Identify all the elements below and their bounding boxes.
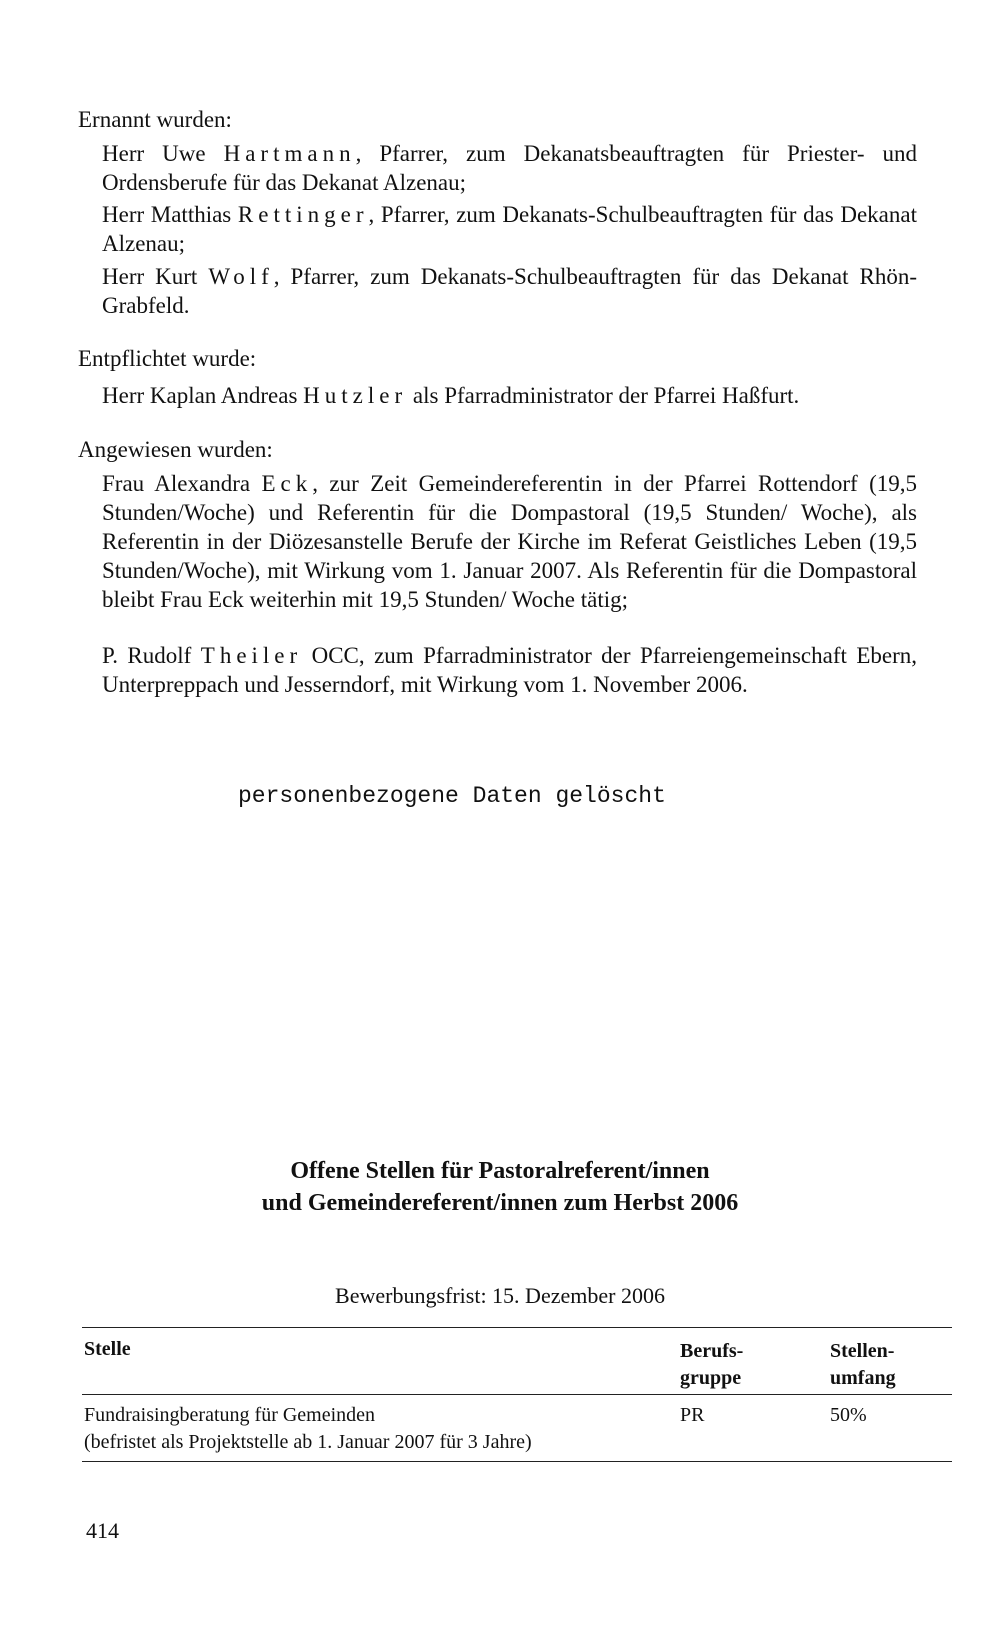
entry-hartmann xyxy=(102,139,917,197)
person-name: Rettinger xyxy=(237,202,369,227)
entry-text: als Pfarradministrator der Pfarrei Haßfurt. xyxy=(407,383,800,408)
table-header-berufsgruppe xyxy=(680,1338,743,1392)
section-heading-entpflichtet: Entpflichtet wurde: xyxy=(78,346,257,371)
entry-eck xyxy=(102,469,917,614)
cell-berufsgruppe: PR xyxy=(680,1404,705,1426)
header-line: gruppe xyxy=(680,1367,742,1389)
vacancies-title-line2: und Gemeindereferent/innen zum Herbst 2006 xyxy=(261,1190,739,1216)
table-bottom-rule xyxy=(82,1461,952,1462)
entry-text: , Pfarrer, zum Dekanats-Schulbeauftragten für das Dekanat Rhön-Grabfeld. xyxy=(102,264,918,318)
cell-stelle-line1: Fundraisingberatung für Gemeinden xyxy=(84,1404,376,1426)
entry-hutzler xyxy=(102,381,917,410)
cell-stellenumfang: 50% xyxy=(830,1404,867,1426)
entry-rettinger xyxy=(102,200,917,258)
table-header-stelle: Stelle xyxy=(84,1338,131,1360)
cell-stelle-line2: (befristet als Projektstelle ab 1. Januar 2007 für 3 Jahre) xyxy=(84,1431,532,1453)
person-name: Wolf xyxy=(208,264,274,289)
page-number: 414 xyxy=(86,1518,119,1543)
entry-wolf xyxy=(102,262,917,320)
table-header-rule xyxy=(82,1394,952,1395)
entry-prefix: Herr Kaplan Andreas xyxy=(102,383,304,408)
section-heading-angewiesen: Angewiesen wurden: xyxy=(78,437,273,462)
person-name: Eck xyxy=(261,471,313,496)
table-header-stellenumfang xyxy=(830,1338,896,1392)
entry-text: , Pfarrer, zum Dekanatsbeauftragten für Priester- und Ordensberufe für das Dekanat Alzenau; xyxy=(102,141,917,195)
entry-theiler xyxy=(102,641,917,699)
entry-text: OCC, zum Pfarradministrator der Pfarreiengemeinschaft Ebern, Unterpreppach und Jesserndorf, mit Wirkung vom 1. November 2006. xyxy=(102,643,917,697)
person-name: Hutzler xyxy=(303,383,408,408)
entry-prefix: P. Rudolf xyxy=(102,643,201,668)
person-name: Hartmann xyxy=(223,141,356,166)
entry-prefix: Herr Matthias xyxy=(102,202,238,227)
section-heading-ernannt: Ernannt wurden: xyxy=(78,107,232,132)
entry-prefix: Frau Alexandra xyxy=(102,471,262,496)
redaction-note: personenbezogene Daten gelöscht xyxy=(238,783,666,809)
table-top-rule xyxy=(82,1327,952,1328)
entry-prefix: Herr Kurt xyxy=(102,264,209,289)
person-name: Theiler xyxy=(200,643,303,668)
entry-text: , Pfarrer, zum Dekanats-Schulbeauftragten für das Dekanat Alzenau; xyxy=(102,202,917,256)
application-deadline: Bewerbungsfrist: 15. Dezember 2006 xyxy=(335,1283,665,1308)
header-line: Berufs- xyxy=(680,1340,744,1362)
header-line: Stellen- xyxy=(830,1340,895,1362)
vacancies-title-line1: Offene Stellen für Pastoralreferent/innen xyxy=(290,1158,710,1184)
entry-text: , zur Zeit Gemeindereferentin in der Pfarrei Rottendorf (19,5 Stunden/Woche) und Referentin für die Dompastoral (19,5 Stunden/ Woche), als Referentin in der Diözesanstelle Berufe der Kirche im Referat Geistliches Leben (19,5 Stunden/Woche), mit Wirkung vom 1. Januar 2007. Als Referentin für die Dompastoral bleibt Frau Eck weiterhin mit 19,5 Stunden/ Woche tätig; xyxy=(102,471,917,612)
table-row xyxy=(84,1402,532,1456)
header-line: umfang xyxy=(830,1367,896,1389)
entry-prefix: Herr Uwe xyxy=(102,141,224,166)
